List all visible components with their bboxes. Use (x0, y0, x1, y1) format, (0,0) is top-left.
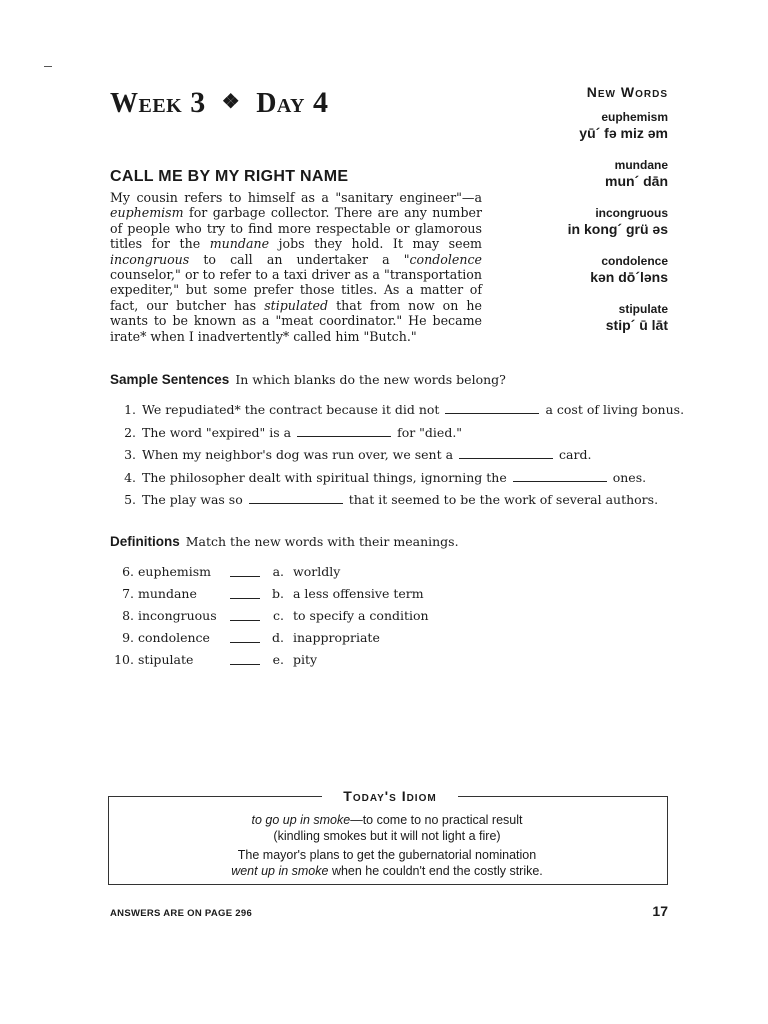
choice-letter: c. (273, 608, 284, 623)
match-blank[interactable] (230, 664, 260, 665)
idiom-explanation: (kindling smokes but it will not light a fire) (273, 829, 501, 843)
story-text: jobs they hold. It may seem (269, 236, 482, 252)
choice-meaning: to specify a condition (293, 608, 429, 623)
item-number: 7. (122, 586, 134, 601)
definition-item (108, 564, 508, 586)
pronunciation: stip´ ū lāt (605, 317, 668, 333)
page-title (110, 86, 328, 120)
answer-blank[interactable] (459, 448, 553, 459)
definition-item (108, 586, 508, 608)
definition-item (108, 630, 508, 652)
page-mark (44, 66, 52, 67)
match-blank[interactable] (230, 576, 260, 577)
week-label: Week (110, 88, 183, 119)
day-number: 4 (312, 86, 329, 119)
sentence-item (116, 470, 684, 493)
item-number: 3. (124, 447, 136, 462)
story-text: My cousin refers to himself as a "sanitary engineer"—a (110, 190, 482, 205)
diamond-ornament-icon: ❖ (221, 91, 241, 113)
choice-meaning: inappropriate (293, 630, 380, 645)
sentence-item (116, 425, 684, 448)
item-number: 1. (124, 402, 136, 417)
sentence-end: that it seemed to be the work of several authors. (348, 492, 659, 507)
choice-letter: e. (272, 652, 284, 667)
new-word: condolence (601, 254, 668, 268)
item-number: 9. (122, 630, 134, 645)
definition-word: euphemism (138, 564, 212, 579)
idiom-example-rest: when he couldn't end the costly strike. (328, 864, 543, 878)
new-word: euphemism (601, 110, 668, 124)
sentence-start: The word "expired" is a (142, 424, 292, 440)
story-keyword: incongruous (110, 251, 190, 267)
page-number: 17 (652, 903, 668, 919)
pronunciation: in kong´ grü əs (567, 221, 668, 237)
story-keyword: condolence (409, 251, 482, 267)
story-paragraph (110, 190, 482, 344)
day-label: Day (256, 88, 305, 119)
idiom-example-line1: The mayor's plans to get the gubernatorial nomination (237, 848, 537, 862)
sentence-end: for "died." (397, 424, 463, 440)
new-word-item (568, 254, 668, 286)
item-number: 5. (124, 492, 136, 507)
choice-letter: a. (272, 564, 284, 579)
choice-letter: b. (272, 586, 284, 601)
pronunciation: yū´ fə miz əm (579, 125, 668, 141)
story-title: CALL ME BY MY RIGHT NAME (110, 168, 349, 185)
sentence-item (116, 447, 684, 470)
story-text: for garbage collector. There are any number of people who try to find more respectable or glamorous titles for the (110, 205, 482, 252)
definition-word: incongruous (138, 608, 217, 623)
sentence-end: ones. (612, 469, 647, 485)
pronunciation: kən dō´ləns (590, 269, 668, 285)
definition-item (108, 608, 508, 630)
idiom-example-line2 (108, 863, 666, 879)
idiom-box-border (108, 796, 322, 797)
item-number: 10. (114, 652, 134, 667)
new-word-item (568, 206, 668, 238)
new-word: mundane (614, 158, 668, 172)
answers-note: ANSWERS ARE ON PAGE 296 (110, 908, 253, 919)
definition-word: mundane (138, 586, 197, 601)
item-number: 6. (122, 564, 134, 579)
choice-meaning: pity (293, 652, 318, 667)
story-text: that from now on he wants to be known as a "meat coordinator." He became irate* when I inadvertently* called him "Butch." (110, 297, 482, 344)
choice-letter: d. (272, 630, 284, 645)
section-instruction: Match the new words with their meanings. (185, 534, 459, 549)
definition-word: condolence (138, 630, 210, 645)
choice-meaning: a less offensive term (293, 586, 424, 601)
sample-sentences-heading (110, 372, 506, 387)
sentence-start: When my neighbor's dog was run over, we sent a (142, 447, 454, 462)
story-text: counselor," or to refer to a taxi driver as a "transportation expediter," but some prefer those titles. As a matter of fact, our butcher has (110, 267, 482, 313)
item-number: 4. (124, 469, 136, 485)
idiom-heading: Today's Idiom (343, 788, 437, 804)
definition-word: stipulate (138, 652, 194, 667)
new-word: stipulate (618, 302, 668, 316)
choice-meaning: worldly (293, 564, 341, 579)
idiom-definition: —to come to no practical result (350, 813, 523, 827)
definitions-heading (110, 534, 459, 549)
section-title: Definitions (110, 534, 180, 549)
item-number: 2. (124, 424, 136, 440)
sentence-start: The play was so (142, 492, 243, 507)
new-words-heading: New Words (586, 84, 668, 100)
sentence-start: The philosopher dealt with spiritual things, ignorning the (142, 469, 507, 485)
new-word: incongruous (595, 206, 668, 220)
idiom-definition-line (108, 812, 666, 828)
week-number: 3 (190, 86, 206, 119)
idiom-box-border (458, 796, 667, 797)
answer-blank[interactable] (297, 426, 391, 437)
item-number: 8. (122, 608, 134, 623)
answer-blank[interactable] (249, 493, 343, 504)
section-title: Sample Sentences (110, 372, 230, 387)
definitions-list (108, 564, 508, 674)
story-keyword: euphemism (110, 205, 184, 221)
new-words-panel (568, 84, 668, 350)
answer-blank[interactable] (513, 471, 607, 482)
story-keyword: mundane (209, 236, 270, 252)
new-word-item (568, 110, 668, 142)
match-blank[interactable] (230, 620, 260, 621)
pronunciation: mun´ dān (605, 173, 668, 189)
sample-sentences-list (116, 402, 684, 515)
story-keyword: stipulated (264, 297, 329, 313)
sentence-end: a cost of living bonus. (545, 402, 685, 417)
idiom-phrase: to go up in smoke (251, 813, 351, 827)
new-word-item (568, 158, 668, 190)
new-word-item (568, 302, 668, 334)
sentence-start: We repudiated* the contract because it did not (142, 402, 440, 417)
match-blank[interactable] (230, 642, 260, 643)
idiom-content (108, 812, 666, 879)
sentence-end: card. (559, 447, 592, 462)
sentence-item (116, 492, 684, 515)
definition-item (108, 652, 508, 674)
answer-blank[interactable] (445, 403, 539, 414)
section-instruction: In which blanks do the new words belong? (235, 372, 506, 387)
story-text: to call an undertaker a " (189, 251, 410, 267)
sentence-item (116, 402, 684, 425)
match-blank[interactable] (230, 598, 260, 599)
idiom-example-phrase: went up in smoke (231, 864, 329, 878)
